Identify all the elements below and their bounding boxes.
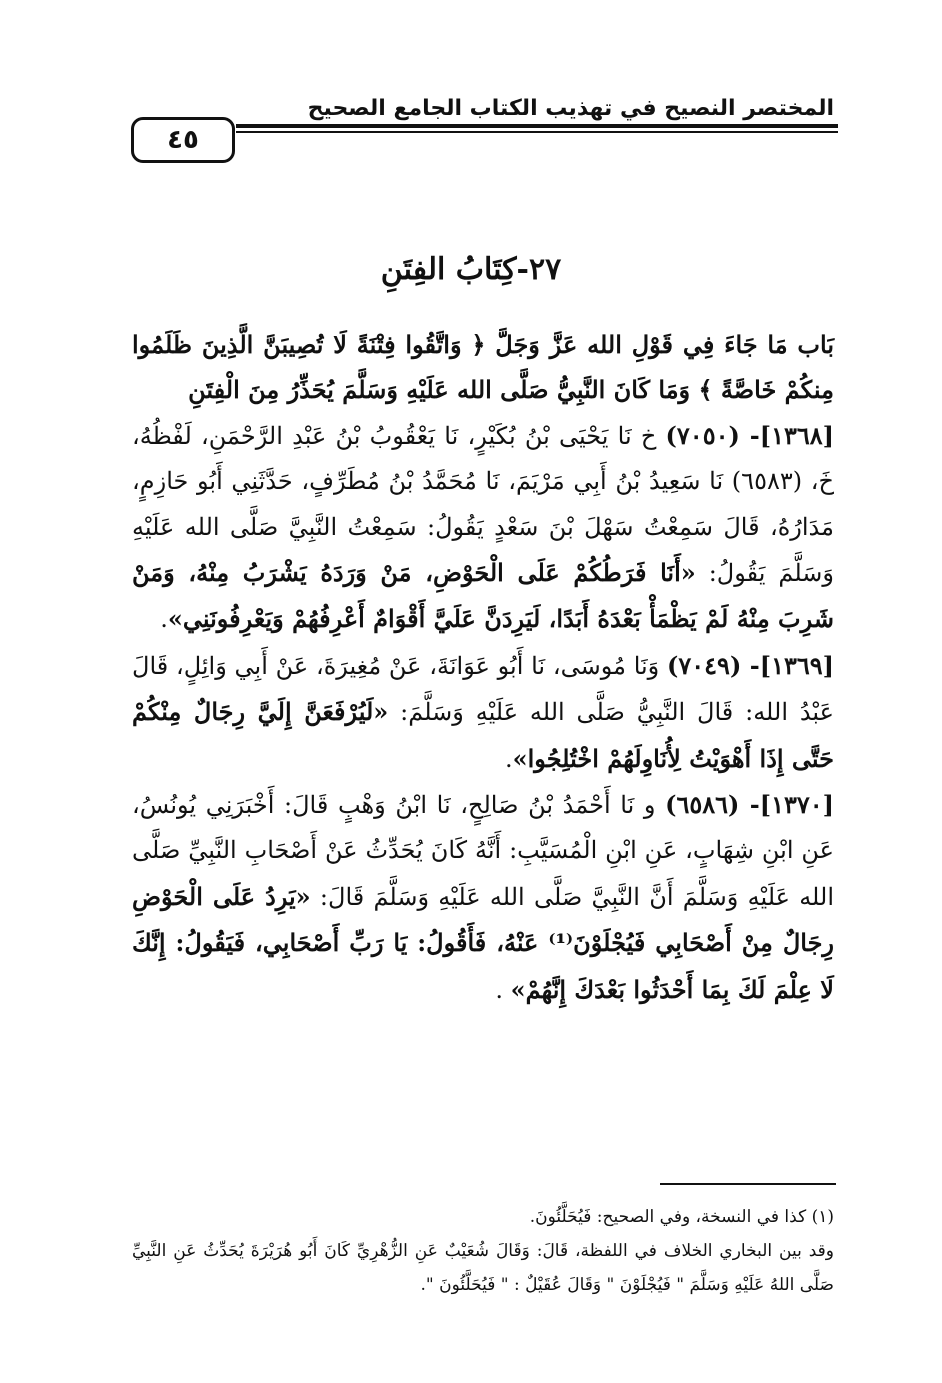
hadith-1370	[132, 782, 834, 1013]
header-rule-thin	[236, 131, 838, 133]
hadith-number: [١٣٧٠]- (٦٥٨٦)	[665, 790, 834, 820]
hadith-1369	[132, 643, 834, 782]
footnotes	[132, 1200, 834, 1302]
main-text	[132, 322, 834, 1013]
chapter-title: ٢٧-كِتَابُ الفِتَنِ	[380, 252, 562, 287]
footnote-1-continued: وقد بين البخاري الخلاف في اللفظة، قَالَ: وَقَالَ شُعَيْبٌ عَنِ الزُّهْرِيِّ كَانَ أَبُو هُرَيْرَةَ يُحَدِّثُ عَنِ النَّبِيِّ صَلَّى اللهُ عَلَيْهِ وَسَلَّمَ " فَيُجْلَوْنَ " وَقَالَ عُقَيْلٌ : " فَيُحَلَّئُونَ ".	[132, 1241, 834, 1295]
page-number-box	[131, 117, 235, 163]
hadith-chain: خ نَا يَحْيَى بْنُ بُكَيْرٍ، نَا يَعْقُوبُ بْنُ عَبْدِ الرَّحْمَنِ، لَفْظُهُ، خَ، (٦٥٨٣) نَا سَعِيدُ بْنُ أَبِي مَرْيَمَ، نَا مُحَمَّدُ بْنُ مُطَرِّفٍ، حَدَّثَنِي أَبُو حَازِمٍ، مَدَارُهُ، قَالَ سَمِعْتُ سَهْلَ بْنَ سَعْدٍ يَقُولُ: سَمِعْتُ النَّبِيَّ صَلَّى الله عَلَيْهِ وَسَلَّمَ يَقُولُ:	[132, 421, 834, 588]
page-number: ٤٥	[167, 125, 199, 155]
hadith-chain: وَنَا مُوسَى، نَا أَبُو عَوَانَةَ، عَنْ مُغِيرَةَ، عَنْ أَبِي وَائِلٍ، قَالَ عَبْدُ الله: قَالَ النَّبِيُّ صَلَّى الله عَلَيْهِ وَسَلَّمَ:	[132, 651, 834, 727]
footnote-1: (١) كذا في النسخة، وفي الصحيح: فَيُحَلَّئُونَ.	[529, 1207, 834, 1227]
footnote-separator	[660, 1183, 836, 1185]
hadith-quote: «أَنَا فَرَطُكُمْ عَلَى الْحَوْضِ، مَنْ وَرَدَهُ يَشْرَبُ مِنْهُ، وَمَنْ شَرِبَ مِنْهُ لَمْ يَظْمَأْ بَعْدَهُ أَبَدًا، لَيَرِدَنَّ عَلَيَّ أَقْوَامٌ أَعْرِفُهُمْ وَيَعْرِفُونَنِي»	[132, 558, 834, 634]
bab-heading: بَاب مَا جَاءَ فِي قَوْلِ الله عَزَّ وَجَلَّ ﴿ وَاتَّقُوا فِتْنَةً لَا تُصِيبَنَّ الَّذِينَ ظَلَمُوا مِنكُمْ خَاصَّةً ﴾ وَمَا كَانَ النَّبِيُّ صَلَّى الله عَلَيْهِ وَسَلَّمَ يُحَذِّرُ مِنَ الْفِتَنِ	[132, 330, 834, 405]
hadith-end: .	[504, 744, 513, 773]
hadith-end: .	[495, 975, 511, 1004]
header-rule-thick	[236, 124, 838, 128]
hadith-number: [١٣٦٨]- (٧٠٥٠)	[665, 420, 834, 450]
hadith-chain: و نَا أَحْمَدُ بْنُ صَالِحٍ، نَا ابْنُ وَهْبٍ قَالَ: أَخْبَرَنِي يُونُسُ، عَنِ ابْنِ شِهَابٍ، عَنِ ابْنِ الْمُسَيَّبِ: أَنَّهُ كَانَ يُحَدِّثُ عَنْ أَصْحَابِ النَّبِيِّ صَلَّى الله عَلَيْهِ وَسَلَّمَ أَنَّ النَّبِيَّ صَلَّى الله عَلَيْهِ وَسَلَّمَ قَالَ:	[132, 791, 834, 911]
hadith-number: [١٣٦٩]- (٧٠٤٩)	[667, 650, 834, 680]
running-header-title: المختصر النصيح في تهذيب الكتاب الجامع الصحيح	[307, 96, 834, 121]
hadith-1368	[132, 413, 834, 643]
hadith-quote: «يَرِدُ عَلَى الْحَوْضِ رِجَالٌ مِنْ أَصْحَابِي فَيُجْلَوْنَ⁽¹⁾ عَنْهُ، فَأَقُولُ: يَا رَبِّ أَصْحَابِي، فَيَقُولُ: إِنَّكَ لَا عِلْمَ لَكَ بِمَا أَحْدَثُوا بَعْدَكَ إِنَّهُمْ»	[132, 881, 834, 1004]
hadith-end: .	[160, 605, 168, 634]
hadith-quote: «لَيُرْفَعَنَّ إِلَيَّ رِجَالٌ مِنْكُمْ حَتَّى إِذَا أَهْوَيْتُ لِأُنَاوِلَهُمْ اخْتُلِجُوا»	[132, 697, 834, 773]
